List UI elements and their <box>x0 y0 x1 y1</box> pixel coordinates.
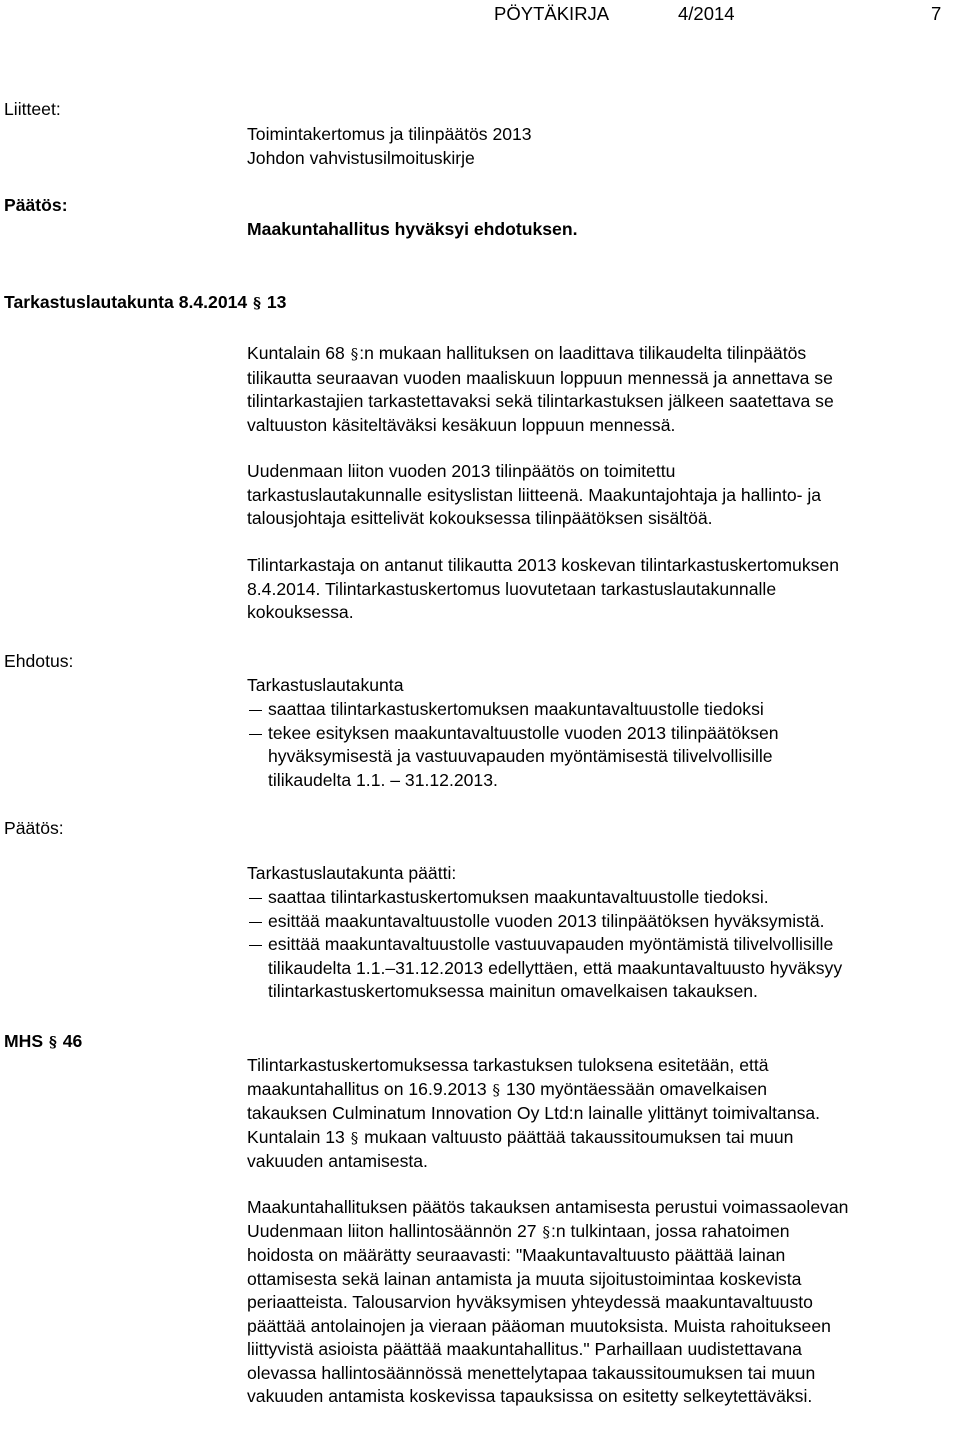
text-fragment: Kuntalain 68 <box>247 343 345 363</box>
mhs-label <box>4 1030 82 1055</box>
paragraph-line: ottamisesta sekä lainan antamista ja muuta sijoitustoimintaa koskevista <box>247 1268 802 1289</box>
section-heading-prefix: Tarkastuslautakunta 8.4.2014 <box>4 292 248 312</box>
text-fragment: :n tulkintaan, jossa rahatoimen <box>550 1220 790 1241</box>
text-fragment: Uudenmaan liiton hallintosäännön 27 <box>247 1220 537 1241</box>
paragraph-line: takauksen Culminatum Innovation Oy Ltd:n lainalle ylittänyt toimivaltansa. <box>247 1103 821 1123</box>
list-item <box>247 886 947 910</box>
proposal-label: Ehdotus: <box>4 651 74 671</box>
paragraph-audit-finding <box>247 1054 947 1174</box>
page-number: 7 <box>931 3 942 24</box>
list-item-text: hyväksymisestä ja vastuuvapauden myöntämisestä tilivelvollisille <box>268 746 773 766</box>
paragraph-line: valtuuston käsiteltäväksi kesäkuun loppuun mennessä. <box>247 414 676 435</box>
paragraph-line: päättää antolainojen ja vieraan pääoman muutoksista. Muista rahoitukseen <box>247 1315 831 1336</box>
paragraph-line: tilikautta seuraavan vuoden maaliskuun loppuun mennessä ja annettava se <box>247 367 833 388</box>
paragraph-line: kokouksessa. <box>247 602 354 622</box>
paragraph-line: talousjohtaja esittelivät kokouksessa tilinpäätöksen sisältöä. <box>247 508 713 528</box>
decision-intro: Tarkastuslautakunta päätti: <box>247 863 457 883</box>
attachment-item: Toimintakertomus ja tilinpäätös 2013 <box>247 124 532 144</box>
list-item-text: saattaa tilintarkastuskertomuksen maakuntavaltuustolle tiedoksi <box>268 699 764 719</box>
paragraph-line <box>247 342 947 367</box>
text-fragment: :n mukaan hallituksen on laadittava tilikaudelta tilinpäätös <box>359 343 807 363</box>
attachments-list <box>247 123 947 170</box>
section-heading <box>4 291 286 316</box>
list-item-text: tilintarkastuskertomuksessa mainitun omavelkaisen takauksen. <box>268 981 758 1001</box>
list-item <box>247 933 947 1004</box>
paragraph-line: Uudenmaan liiton vuoden 2013 tilinpäätös on toimitettu <box>247 461 676 481</box>
mhs-label-number: 46 <box>62 1031 83 1051</box>
list-item <box>247 698 947 722</box>
proposal-intro: Tarkastuslautakunta <box>247 675 404 695</box>
paragraph-line: tarkastuslautakunnalle esityslistan liitteenä. Maakuntajohtaja ja hallinto- ja <box>247 484 822 505</box>
list-item-text: saattaa tilintarkastuskertomuksen maakuntavaltuustolle tiedoksi. <box>268 887 769 907</box>
proposal-list <box>247 698 947 792</box>
paragraph-line: olevassa hallintosäännössä menettelytapaa takaussitoumuksen tai muun <box>247 1362 816 1383</box>
decision-label: Päätös: <box>4 818 64 838</box>
text-fragment: maakuntahallitus on 16.9.2013 <box>247 1078 487 1099</box>
list-item <box>247 910 947 934</box>
paragraph-line: 8.4.2014. Tilintarkastuskertomus luovutetaan tarkastuslautakunnalle <box>247 578 777 599</box>
decision-label: Päätös: <box>4 195 68 215</box>
paragraph-line <box>247 1078 947 1103</box>
section-mark-icon: § <box>492 1080 501 1099</box>
list-item <box>247 722 947 793</box>
list-item-text: tilikaudelta 1.1.–31.12.2013 edellyttäen, että maakuntavaltuusto hyväksyy <box>268 957 843 978</box>
paragraph-line: Maakuntahallituksen päätös takauksen antamisesta perustui voimassaolevan <box>247 1197 849 1217</box>
text-fragment: Kuntalain 13 <box>247 1126 345 1147</box>
section-mark-icon: § <box>350 1128 359 1147</box>
paragraph-line: periaatteista. Talousarvion hyväksymisen yhteydessä maakuntavaltuusto <box>247 1292 813 1312</box>
attachment-item: Johdon vahvistusilmoituskirje <box>247 147 475 168</box>
section-mark-icon: § <box>253 294 261 312</box>
paragraph-line <box>247 1126 947 1151</box>
list-item-text: esittää maakuntavaltuustolle vastuuvapauden myöntämistä tilivelvollisille <box>268 934 834 954</box>
attachments-label: Liitteet: <box>4 99 61 119</box>
paragraph-line: hoidosta on määrätty seuraavasti: "Maakuntavaltuusto päättää lainan <box>247 1245 786 1265</box>
paragraph-legal-basis <box>247 342 947 437</box>
paragraph-audit-report <box>247 554 947 625</box>
section-mark-icon: § <box>542 1222 550 1241</box>
paragraph-line: Tilintarkastaja on antanut tilikautta 2013 koskevan tilintarkastuskertomuksen <box>247 555 839 575</box>
paragraph-line: vakuuden antamista koskevissa tapauksissa on esitetty selkeytettäväksi. <box>247 1386 813 1406</box>
paragraph-guarantee-basis <box>247 1196 947 1409</box>
paragraph-line: liittyvistä asioista päättää maakuntahallitus." Parhaillaan uudistettavana <box>247 1339 802 1359</box>
text-fragment: 130 myöntäessään omavelkaisen <box>505 1078 768 1099</box>
document-type: PÖYTÄKIRJA <box>494 3 610 24</box>
decision-list <box>247 886 947 1004</box>
section-mark-icon: § <box>350 345 359 363</box>
list-item-text: esittää maakuntavaltuustolle vuoden 2013 tilinpäätöksen hyväksymistä. <box>268 910 825 931</box>
paragraph-line: vakuuden antamisesta. <box>247 1151 428 1171</box>
text-fragment: mukaan valtuusto päättää takaussitoumuksen tai muun <box>364 1126 794 1147</box>
decision-text: Maakuntahallitus hyväksyi ehdotuksen. <box>247 219 578 239</box>
document-number: 4/2014 <box>678 3 735 24</box>
paragraph-line: tilintarkastajien tarkastettavaksi sekä tilintarkastuksen jälkeen saatettava se <box>247 391 834 411</box>
paragraph-line <box>247 1220 947 1245</box>
list-item-text: tekee esityksen maakuntavaltuustolle vuoden 2013 tilinpäätöksen <box>268 722 779 743</box>
list-item-text: tilikaudelta 1.1. – 31.12.2013. <box>268 769 498 790</box>
mhs-label-prefix: MHS <box>4 1031 44 1051</box>
paragraph-financial-statement <box>247 460 947 531</box>
paragraph-line: Tilintarkastuskertomuksessa tarkastuksen tuloksena esitetään, että <box>247 1055 769 1075</box>
section-heading-number: 13 <box>266 292 287 312</box>
section-mark-icon: § <box>49 1033 57 1051</box>
